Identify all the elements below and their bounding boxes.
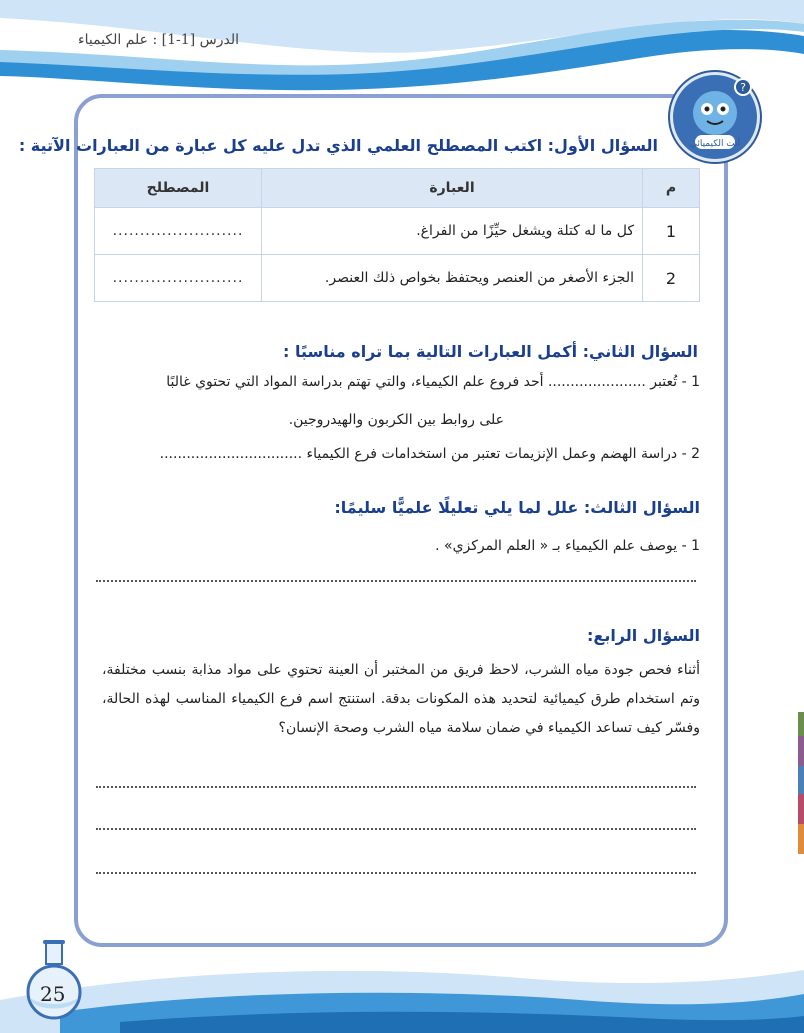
footer-wave-decoration (0, 960, 804, 1033)
page-number: 25 (40, 982, 66, 1006)
q2-item-2: 2 - دراسة الهضم وعمل الإنزيمات تعتبر من استخدامات فرع الكيمياء ................................ (159, 446, 700, 462)
row-number: 2 (643, 255, 700, 302)
term-answer-blank[interactable]: ........................ (95, 255, 262, 302)
badge-label: أنت الكيميائي (689, 139, 741, 149)
row-number: 1 (643, 208, 700, 255)
edge-color-strip (798, 712, 804, 854)
chemist-badge (670, 72, 760, 162)
header-number: م (643, 169, 700, 208)
row-statement: كل ما له كتلة ويشغل حيِّزًا من الفراغ. (262, 208, 643, 255)
terms-table (94, 168, 700, 302)
question-mark-icon: ? (740, 81, 746, 94)
question-4-title: السؤال الرابع: (586, 626, 700, 645)
table-row (95, 208, 700, 255)
question-1-title: السؤال الأول: اكتب المصطلح العلمي الذي تدل عليه كل عبارة من العبارات الآتية : (18, 136, 658, 155)
term-answer-blank[interactable]: ........................ (95, 208, 262, 255)
flask-icon (16, 940, 96, 1020)
q3-answer-line[interactable] (96, 580, 696, 582)
lesson-title: الدرس [1-1] : علم الكيمياء (78, 32, 239, 48)
row-statement: الجزء الأصغر من العنصر ويحتفظ بخواص ذلك العنصر. (262, 255, 643, 302)
question-2-title: السؤال الثاني: أكمل العبارات التالية بما تراه مناسبًا : (282, 342, 698, 361)
chemist-icon (673, 75, 757, 159)
table-row (95, 255, 700, 302)
q4-answer-line[interactable] (96, 872, 696, 874)
q4-body: أثناء فحص جودة مياه الشرب، لاحظ فريق من المختبر أن العينة تحتوي على مواد مذابة بنسب مختلفة، وتم استخدام طرق كيميائية لتحديد هذه المكونات بدقة. استنتج اسم فرع الكيمياء المناسب لهذه الحالة، وفسّر كيف تساعد الكيمياء في ضمان سلامة مياه الشرب وصحة الإنسان؟ (102, 662, 700, 736)
q2-item-1-line-2: على روابط بين الكربون والهيدروجين. (288, 412, 504, 428)
table-header-row (95, 169, 700, 208)
question-3-title: السؤال الثالث: علل لما يلي تعليلًا علميًّا سليمًا: (334, 498, 700, 517)
q4-answer-line[interactable] (96, 786, 696, 788)
q4-answer-line[interactable] (96, 828, 696, 830)
header-statement: العبارة (262, 169, 643, 208)
q3-item-1: 1 - يوصف علم الكيمياء بـ « العلم المركزي» . (435, 538, 700, 554)
header-term: المصطلح (95, 169, 262, 208)
q2-item-1-line-1: 1 - تُعتبر ...................... أحد فروع علم الكيمياء، والتي تهتم بدراسة المواد التي تحتوي غالبًا (166, 374, 700, 390)
